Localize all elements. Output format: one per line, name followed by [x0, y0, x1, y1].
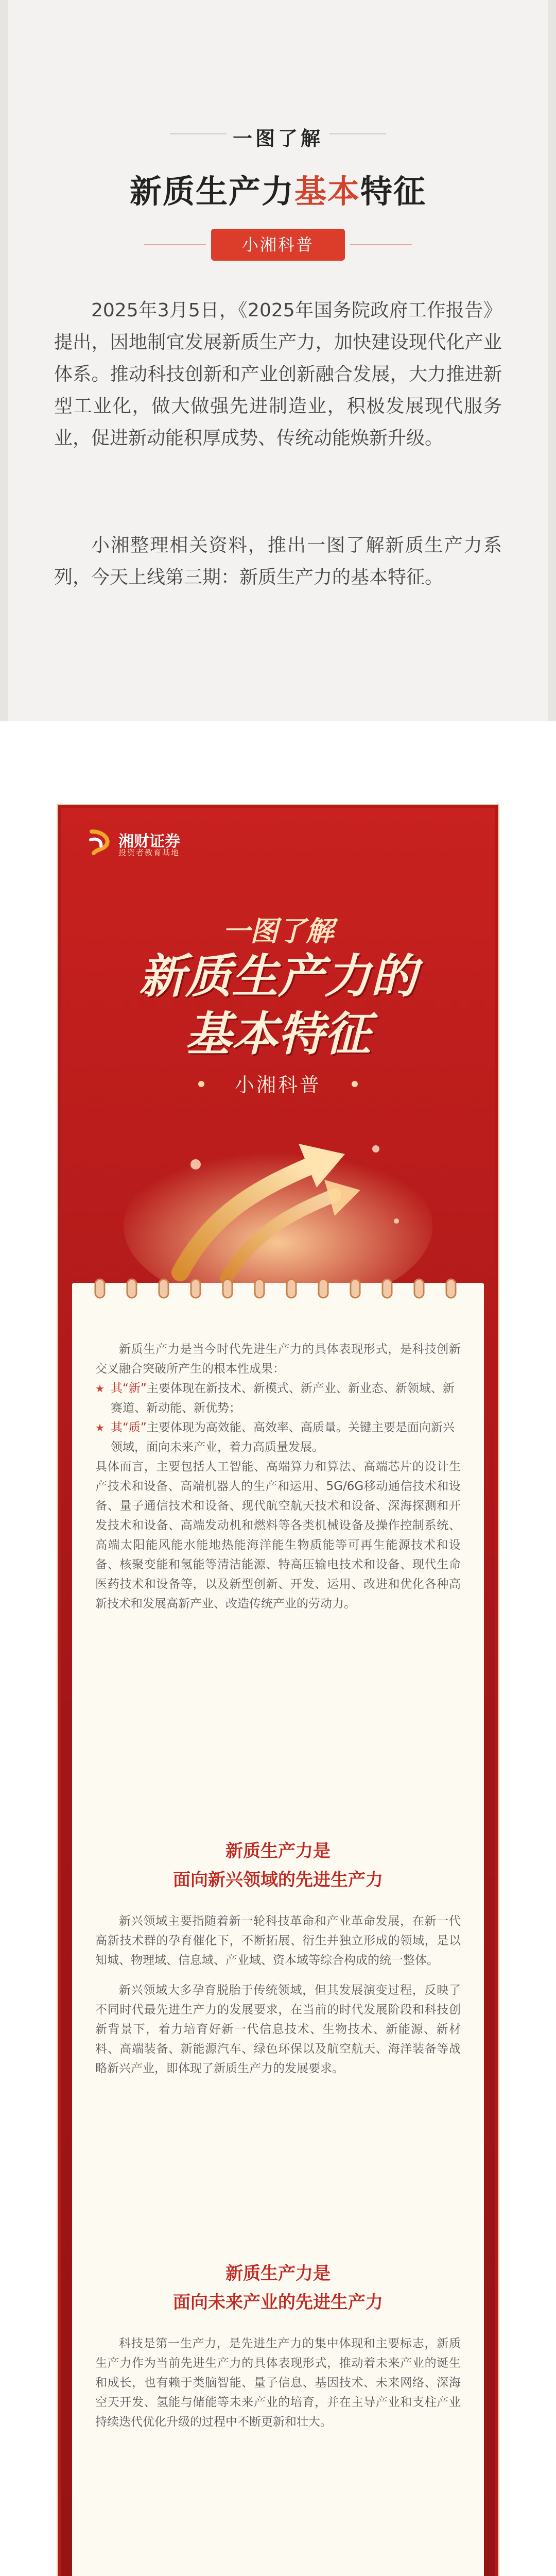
section-1-paragraph-2: 新兴领域大多孕育脱胎于传统领域，但其发展演变过程，反映了不同时代最先进生产力的发展要求，在当前的时代发展阶段和科技创新背景下，着力培育好新一代信息技术、生物技术、新能源、新材料、高端装备、新能源汽车、绿色环保以及航空航天、海洋装备等战略新兴产业，即体现了新质生产力的发展要求。 [95, 1984, 461, 2075]
header-kicker: 一图了解 [232, 127, 323, 150]
left-margin-band [0, 0, 8, 721]
section-1-paragraph-1: 新兴领域主要指随着新一轮科技革命和产业革命发展，在新一代高新技术群的孕育催化下，不断拓展、衍生并独立形成的领域，是以知城、物理域、信息域、产业域、资本域等综合构成的统一整体。 [95, 1914, 461, 1967]
title-part-2: 基本 [294, 173, 360, 210]
kicker-line-right [329, 133, 386, 134]
right-margin-band [548, 0, 556, 721]
section-2-heading-line-1: 新质生产力是 [225, 2263, 331, 2284]
bullet-quality-text: 主要体现为高效能、高效率、高质量。关键主要是面向新兴领域，面向未来产业，着力高质量发展。 [111, 1421, 455, 1454]
bullet-quality-label: 其“质” [111, 1421, 147, 1434]
section-1-heading [95, 1837, 461, 1894]
page-title [0, 166, 556, 212]
title-part-3: 特征 [360, 173, 427, 210]
tag-line-left [144, 244, 206, 245]
bullet-new [95, 1379, 461, 1418]
poster-tag-dot-right [352, 1081, 358, 1087]
section-intro-paragraph-2: 具体而言，主要包括人工智能、高端算力和算法、高端芯片的设计生产技术和设备、高端机器人的生产和运用、5G/6G移动通信技术和设备、量子通信技术和设备、现代航空航天技术和设备、深海探测和开发技术和设备、高端发动机和燃料等各类机械设备及操作控制系统、高端太阳能风能水能地热能海洋能生物质能等可再生能源技术和设备、核聚变能和氢能等清洁能源、特高压输电技术和设备、现代生命医药技术和设备等，以及新型创新、开发、运用、改进和优化各种高新技术和发展高新产业、改造传统产业的劳动力。 [95, 1460, 461, 1611]
tag-line-right [350, 244, 412, 245]
section-2-paragraph-1: 科技是第一生产力，是先进生产力的集中体现和主要标志，新质生产力作为当前先进生产力的具体表现形式，推动着未来产业的诞生和成长，也有赖于类脑智能、量子信息、基因技术、未来网络、深海空天开发、氢能与储能等未来产业的培育，并在主导产业和支柱产业持续迭代优化升级的过程中不断更新和壮大。 [95, 2337, 461, 2429]
poster-title-line-2: 基本特征 [185, 1007, 371, 1061]
poster-title-line-1: 新质生产力的 [139, 950, 417, 1004]
section-2-body [95, 2334, 461, 2432]
notepad-rings-icon [90, 1275, 466, 1301]
section-2-heading-line-2: 面向未来产业的先进生产力 [173, 2292, 383, 2313]
section-1-body [95, 1911, 461, 2078]
bullet-new-label: 其“新” [111, 1382, 147, 1395]
poster-kicker: 一图了解 [222, 915, 334, 947]
poster-tag: 小湘科普 [234, 1074, 321, 1096]
section-1-heading-line-2: 面向新兴领域的先进生产力 [173, 1870, 383, 1890]
poster-title [88, 948, 468, 1063]
header-tag: 小湘科普 [211, 229, 345, 261]
section-2-heading [95, 2259, 461, 2317]
intro-paragraph-2: 小湘整理相关资料，推出一图了解新质生产力系列，今天上线第三期：新质生产力的基本特征。 [54, 535, 502, 588]
bullet-quality [95, 1418, 461, 1457]
poster-logo-name: 湘财证券 [118, 833, 180, 851]
title-part-1: 新质生产力 [129, 173, 294, 210]
section-intro [95, 1340, 461, 1614]
xiangcai-logo-icon [86, 828, 114, 856]
poster-logo-sub: 投资者教育基地 [118, 848, 180, 857]
section-intro-paragraph-1: 新质生产力是当今时代先进生产力的具体表现形式，是科技创新交叉融合突破所产生的根本性成果： [95, 1343, 461, 1376]
bullet-new-text: 主要体现在新技术、新模式、新产业、新业态、新领域、新赛道、新动能、新优势； [111, 1382, 455, 1415]
intro-paragraph-1: 2025年3月5日，《2025年国务院政府工作报告》提出，因地制宜发展新质生产力，加快建设现代化产业体系。推动科技创新和产业创新融合发展，大力推进新型工业化，做大做强先进制造业，积极发展现代服务业，促进新动能积厚成势、传统动能焕新升级。 [54, 300, 502, 449]
section-1-heading-line-1: 新质生产力是 [225, 1841, 331, 1861]
